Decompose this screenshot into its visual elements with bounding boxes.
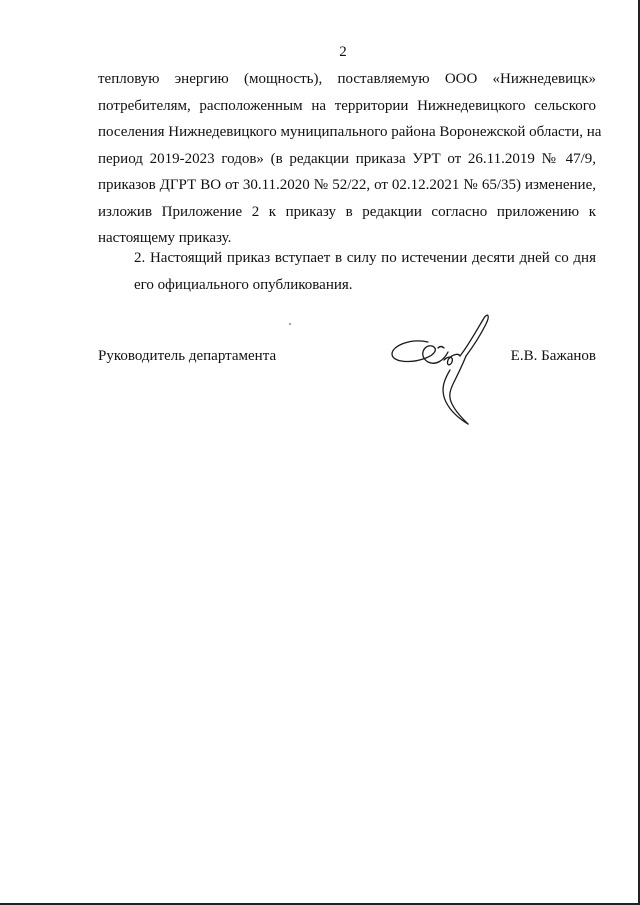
signer-name: Е.В. Бажанов xyxy=(510,348,596,364)
signature-block xyxy=(98,348,596,378)
paragraph-line: изложив Приложение 2 к приказу в редакции согласно приложению к xyxy=(98,203,596,220)
paragraph-line: приказов ДГРТ ВО от 30.11.2020 № 52/22, от 02.12.2021 № 65/35) изменение, xyxy=(98,177,596,193)
paragraph-line: тепловую энергию (мощность), поставляемую ООО «Нижнедевицк» xyxy=(98,71,596,87)
signer-position: Руководитель департамента xyxy=(98,348,277,364)
paragraph-effective-date xyxy=(98,245,596,298)
paragraph-line: настоящему приказу. xyxy=(98,230,232,246)
paragraph-line: поселения Нижнедевицкого муниципального района Воронежской области, на xyxy=(98,124,602,140)
paragraph-line: период 2019-2023 годов» (в редакции приказа УРТ от 26.11.2019 № 47/9, xyxy=(98,150,596,167)
paragraph-line: потребителям, расположенным на территории Нижнедевицкого сельского xyxy=(98,97,596,114)
page-number: 2 xyxy=(339,44,347,60)
paragraph-amendment xyxy=(98,66,602,252)
paragraph-line: 2. Настоящий приказ вступает в силу по истечении десяти дней со дня xyxy=(134,250,596,266)
scan-speck xyxy=(289,323,291,325)
handwritten-signature xyxy=(388,312,498,428)
paragraph-line: его официального опубликования. xyxy=(134,276,353,293)
